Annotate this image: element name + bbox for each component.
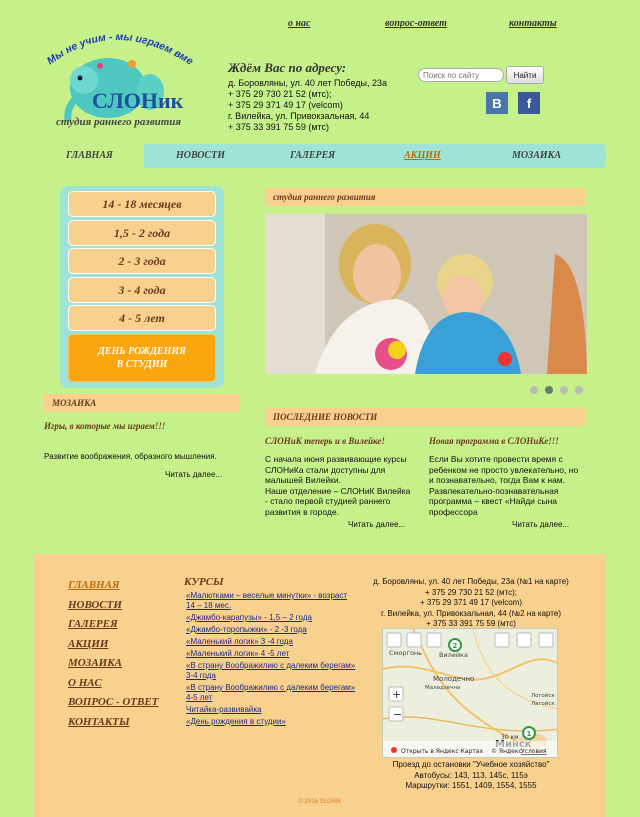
- mosaic-read-more-link[interactable]: Читать далее...: [165, 470, 223, 479]
- course-link[interactable]: Читайка-развивайка: [186, 705, 262, 714]
- slider-photo[interactable]: [265, 214, 587, 374]
- contact-line: + 375 33 391 75 59 (мтс): [426, 619, 516, 628]
- course-link[interactable]: «Маленький логик» 3 -4 года: [186, 637, 293, 646]
- age-button-2-3-years[interactable]: 2 - 3 года: [68, 248, 216, 274]
- slider-dot[interactable]: [560, 386, 568, 394]
- news-line: Наше отделение – СЛОНиК Вилейка: [265, 485, 411, 496]
- footer-nav-gallery[interactable]: ГАЛЕРЕЯ: [68, 618, 118, 630]
- svg-text:−: −: [393, 708, 403, 721]
- course-link[interactable]: «Малютками – веселые минутки» - возраст 14 – 18 мес.: [186, 591, 348, 610]
- news-line: - стало первой студией раннего: [265, 496, 391, 506]
- news-line: профессора: [429, 506, 478, 517]
- birthday-line-1: ДЕНЬ РОЖДЕНИЯ: [97, 346, 187, 357]
- courses-title: КУРСЫ: [184, 576, 224, 588]
- search-button[interactable]: Найти: [506, 66, 544, 84]
- transit-line: Маршрутки: 1551, 1409, 1554, 1555: [405, 781, 537, 790]
- map-locate-icon[interactable]: [387, 633, 401, 647]
- news-body: [429, 454, 585, 517]
- slider-dot[interactable]: [575, 386, 583, 394]
- news-body: [265, 454, 421, 517]
- top-nav: [288, 18, 588, 32]
- map-pin-icon: [391, 747, 397, 753]
- mosaic-subtitle: Игры, в которые мы играем!!!: [44, 421, 166, 431]
- nav-news[interactable]: НОВОСТИ: [176, 150, 225, 161]
- nav-gallery[interactable]: ГАЛЕРЕЯ: [290, 150, 336, 161]
- footer-nav-home[interactable]: ГЛАВНАЯ: [68, 579, 120, 591]
- mother-child-photo-icon: [265, 214, 587, 374]
- map-open-link[interactable]: Открыть в Яндекс Картах: [401, 748, 483, 755]
- main-nav: [34, 144, 606, 168]
- news-line: программа – квест «Найди сына: [429, 496, 558, 506]
- footer-nav-promotions[interactable]: АКЦИИ: [68, 637, 109, 650]
- transit-info: [366, 760, 576, 792]
- map-city: Лагойск: [531, 701, 555, 707]
- map-search-icon[interactable]: [407, 633, 421, 647]
- course-link[interactable]: «Маленький логик» 4 -5 лет: [186, 649, 290, 658]
- mosaic-heading: МОЗАИКА: [44, 394, 240, 412]
- news-read-more-link[interactable]: Читать далее...: [512, 520, 570, 529]
- nav-mosaic[interactable]: МОЗАИКА: [512, 150, 562, 161]
- course-link[interactable]: «Джамбо-торопыжки» - 2 -3 года: [186, 625, 307, 634]
- map-scale: 30 км: [501, 734, 519, 741]
- slider-dot-active[interactable]: [545, 386, 553, 394]
- contact-line: г. Вилейка, ул. Привокзальная, 44 (№2 на карте): [381, 608, 561, 618]
- course-link[interactable]: «Джамбо-карапузы» - 1,5 – 2 года: [186, 613, 312, 622]
- svg-text:2: 2: [452, 642, 458, 650]
- news-line: С начала июня развивающие курсы: [265, 454, 407, 464]
- map-city: Молодечно: [433, 675, 475, 683]
- age-button-3-4-years[interactable]: 3 - 4 года: [68, 277, 216, 303]
- contact-line: + 375 29 371 49 17 (velcom): [419, 598, 523, 607]
- nav-promotions[interactable]: АКЦИИ: [404, 150, 441, 161]
- news-title[interactable]: Новая программа в СЛОНиКе!!!: [429, 436, 559, 446]
- footer-nav-news[interactable]: НОВОСТИ: [68, 598, 122, 611]
- yandex-map[interactable]: [382, 628, 558, 758]
- news-line: малышей Вилейки.: [265, 475, 341, 485]
- contact-line: д. Боровляны, ул. 40 лет Победы, 23а (№1 на карте): [373, 577, 569, 586]
- address-line: + 375 29 730 21 52 (мтс);: [228, 89, 332, 99]
- map-route-icon[interactable]: [427, 633, 441, 647]
- course-link[interactable]: «В страну Воображилию с далеким берегам» 3-4 года: [186, 661, 356, 680]
- transit-line: Автобусы: 143, 113, 145с, 115э: [414, 770, 528, 780]
- age-button-14-18-months[interactable]: 14 - 18 месяцев: [68, 191, 216, 217]
- news-line: развития в городе.: [265, 506, 339, 517]
- top-nav-contacts[interactable]: контакты: [509, 18, 557, 29]
- map-traffic-icon[interactable]: [495, 633, 509, 647]
- slider-heading: студия раннего развития: [265, 188, 585, 206]
- course-link[interactable]: «В страну Воображилию с далеким берегам» 4-5 лет: [186, 683, 356, 702]
- birthday-button[interactable]: [68, 334, 216, 382]
- map-marker[interactable]: [523, 727, 535, 739]
- news-line: ребенком не просто увлекательно, но: [429, 464, 579, 475]
- course-link[interactable]: «День рождения в студии»: [186, 717, 286, 726]
- map-marker[interactable]: [449, 639, 461, 651]
- news-line: Если Вы хотите провести время с: [429, 454, 563, 464]
- news-title[interactable]: СЛОНиК теперь и в Вилейке!: [265, 436, 385, 446]
- facebook-icon[interactable]: f: [518, 92, 540, 114]
- top-nav-about[interactable]: о нас: [288, 18, 311, 29]
- address-title: Ждём Вас по адресу:: [228, 60, 347, 75]
- logo-wordmark: СЛОНик: [92, 88, 184, 113]
- svg-text:1: 1: [526, 730, 532, 738]
- logo-slogan: Мы не учим - мы играем вме: [44, 30, 196, 68]
- search-input[interactable]: [418, 68, 504, 82]
- age-button-1-5-2-years[interactable]: 1,5 - 2 года: [68, 220, 216, 246]
- svg-text:+: +: [392, 688, 402, 701]
- logo-subtitle: студия раннего развития: [56, 116, 182, 128]
- address-line: г. Вилейка, ул. Привокзальная, 44: [228, 111, 370, 121]
- top-nav-faq[interactable]: вопрос-ответ: [385, 18, 447, 29]
- footer-nav-mosaic[interactable]: МОЗАИКА: [68, 657, 123, 669]
- courses-list: [186, 591, 358, 729]
- map-city: Вилейка: [439, 651, 468, 659]
- news-read-more-link[interactable]: Читать далее...: [348, 520, 406, 529]
- map-copyright: © Яндекс: [491, 748, 522, 755]
- transit-line: Проезд до остановки "Учебное хозяйство": [392, 760, 550, 769]
- news-line: СЛОНиКа стали доступны для: [265, 464, 386, 475]
- footer-contacts: [366, 577, 576, 630]
- news-line: Развлекательно-познавательная: [429, 485, 559, 496]
- news-heading: ПОСЛЕДНИЕ НОВОСТИ: [265, 408, 585, 426]
- map-city: Логойск: [531, 693, 555, 699]
- slider-dot[interactable]: [530, 386, 538, 394]
- map-city: Маладзечна: [425, 685, 461, 691]
- address-line: + 375 33 391 75 59 (мтс): [228, 122, 330, 132]
- footer-nav-about[interactable]: О НАС: [68, 676, 102, 689]
- footer-nav-contacts[interactable]: КОНТАКТЫ: [68, 715, 130, 728]
- address-block: [228, 60, 408, 133]
- news-line: и познавательно, тогда Вам к нам.: [429, 475, 565, 485]
- mosaic-text: Развитие воображения, образного мышления.: [44, 452, 217, 461]
- map-city: Сморгонь: [389, 649, 423, 657]
- footer-nav: [68, 576, 158, 732]
- vk-icon[interactable]: B: [486, 92, 508, 114]
- address-line: д. Боровляны, ул. 40 лет Победы, 23а: [228, 78, 388, 88]
- map-icon: [383, 629, 558, 758]
- map-fullscreen-icon[interactable]: [539, 633, 553, 647]
- map-terms-link[interactable]: Условия: [521, 748, 547, 755]
- birthday-line-2: В СТУДИИ: [116, 359, 168, 370]
- age-groups-panel: [60, 186, 224, 388]
- nav-home[interactable]: ГЛАВНАЯ: [34, 144, 144, 168]
- map-layers-icon[interactable]: [517, 633, 531, 647]
- footer: [34, 554, 606, 817]
- age-button-4-5-years[interactable]: 4 - 5 лет: [68, 305, 216, 331]
- contact-line: + 375 29 730 21 52 (мтс);: [424, 587, 518, 597]
- copyright: © 2016 SLONIK: [298, 799, 342, 805]
- footer-nav-faq[interactable]: ВОПРОС - ОТВЕТ: [68, 696, 159, 708]
- address-line: + 375 29 371 49 17 (velcom): [228, 100, 343, 110]
